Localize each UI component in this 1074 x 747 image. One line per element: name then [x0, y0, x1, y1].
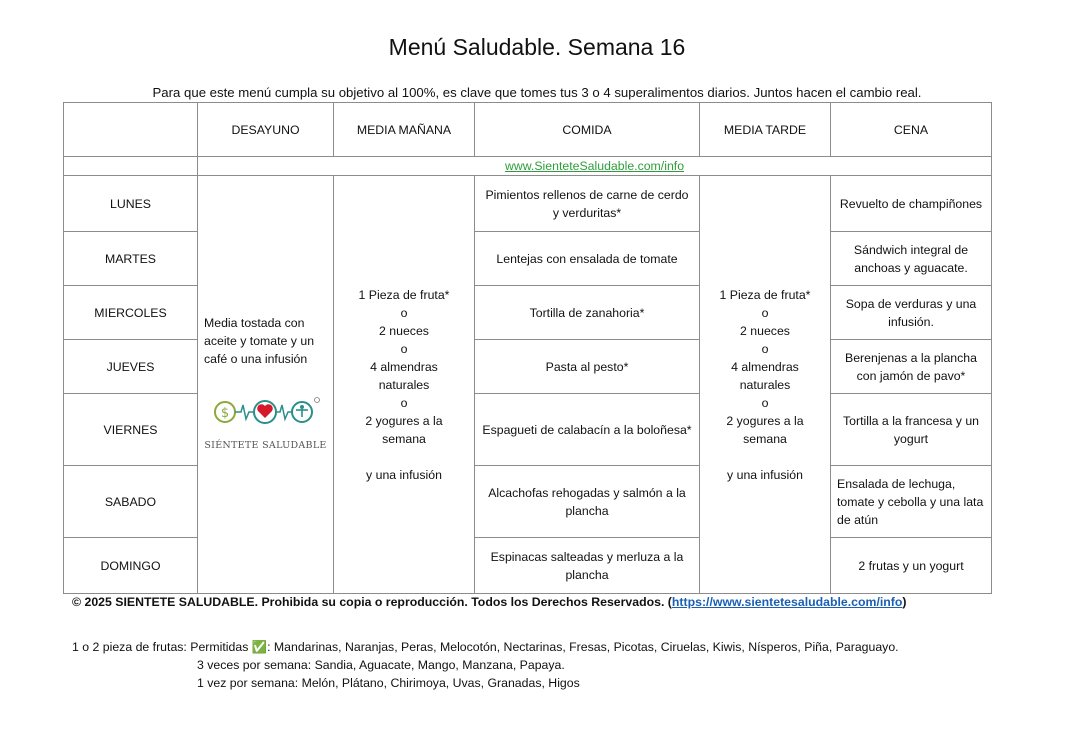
snack-line: semana — [743, 431, 787, 446]
day-label: VIERNES — [64, 394, 198, 466]
cena-cell: Revuelto de champiñones — [831, 176, 992, 232]
comida-cell: Pimientos rellenos de carne de cerdo y verduritas* — [475, 176, 700, 232]
comida-cell: Tortilla de zanahoria* — [475, 286, 700, 340]
website-row — [64, 157, 992, 176]
footer-link[interactable]: https://www.sientetesaludable.com/info — [671, 595, 903, 609]
day-label: LUNES — [64, 176, 198, 232]
cena-cell: Ensalada de lechuga, tomate y cebolla y una lata de atún — [831, 466, 992, 538]
weekly-menu-table — [63, 102, 992, 594]
comida-cell: Lentejas con ensalada de tomate — [475, 232, 700, 286]
svg-text:$: $ — [220, 406, 229, 421]
snack-line: 4 almendras — [731, 359, 799, 374]
snack-line: 2 yogures a la — [365, 413, 443, 428]
logo-graphic-icon — [211, 396, 321, 430]
col-header-comida: COMIDA — [475, 103, 700, 157]
snack-line: naturales — [378, 377, 430, 392]
snack-line: y una infusión — [366, 467, 442, 482]
snack-line: o — [761, 395, 769, 410]
col-header-media-manana: MEDIA MAÑANA — [334, 103, 475, 157]
table-row — [64, 176, 992, 232]
snack-line: o — [400, 341, 408, 356]
day-label: JUEVES — [64, 340, 198, 394]
day-label: SABADO — [64, 466, 198, 538]
fruit-notes — [72, 638, 899, 692]
snack-line: o — [400, 305, 408, 320]
page-title: Menú Saludable. Semana 16 — [388, 34, 686, 60]
col-header-desayuno: DESAYUNO — [198, 103, 334, 157]
media-manana-cell — [334, 176, 475, 594]
snack-line: o — [761, 305, 769, 320]
note-line: 1 vez por semana: Melón, Plátano, Chirimoya, Uvas, Granadas, Higos — [197, 676, 580, 690]
snack-line: 1 Pieza de fruta* — [358, 287, 450, 302]
website-link[interactable]: www.SienteteSaludable.com/info — [504, 159, 685, 173]
cena-cell: Sopa de verduras y una infusión. — [831, 286, 992, 340]
website-cell — [198, 157, 992, 176]
copyright-close: ) — [902, 595, 907, 609]
snack-line: semana — [382, 431, 426, 446]
comida-cell: Espinacas salteadas y merluza a la plancha — [475, 538, 700, 594]
snack-line: o — [761, 341, 769, 356]
day-label: MARTES — [64, 232, 198, 286]
comida-cell: Espagueti de calabacín a la boloñesa* — [475, 394, 700, 466]
col-header-media-tarde: MEDIA TARDE — [700, 103, 831, 157]
snack-line: 1 Pieza de fruta* — [719, 287, 811, 302]
cena-cell: Tortilla a la francesa y un yogurt — [831, 394, 992, 466]
corner-cell — [64, 103, 198, 157]
desayuno-text: Media tostada con aceite y tomate y un café o una infusión — [204, 316, 315, 366]
website-row-spacer — [64, 157, 198, 176]
comida-cell: Alcachofas rehogadas y salmón a la plancha — [475, 466, 700, 538]
cena-cell: Berenjenas a la plancha con jamón de pavo* — [831, 340, 992, 394]
note-line: 3 veces por semana: Sandia, Aguacate, Mango, Manzana, Papaya. — [197, 658, 565, 672]
snack-line: 2 yogures a la — [726, 413, 804, 428]
cena-cell: 2 frutas y un yogurt — [831, 538, 992, 594]
page-subtitle: Para que este menú cumpla su objetivo al 100%, es clave que tomes tus 3 o 4 superalimentos diarios. Juntos hacen el cambio real. — [152, 85, 922, 100]
copyright-text: © 2025 SIENTETE SALUDABLE. Prohibida su copia o reproducción. Todos los Derechos Reservados. ( — [72, 595, 672, 609]
media-tarde-cell — [700, 176, 831, 594]
cena-cell: Sándwich integral de anchoas y aguacate. — [831, 232, 992, 286]
logo-text: SIÉNTETE SALUDABLE — [204, 440, 327, 451]
day-label: DOMINGO — [64, 538, 198, 594]
comida-cell: Pasta al pesto* — [475, 340, 700, 394]
note-line: 1 o 2 pieza de frutas: Permitidas ✅: Mandarinas, Naranjas, Peras, Melocotón, Nectarinas, Fresas, Picotas, Ciruelas, Kiwis, Nísperos, Piña, Paraguayo. — [72, 640, 899, 654]
day-label: MIERCOLES — [64, 286, 198, 340]
snack-line: 2 nueces — [740, 323, 790, 338]
snack-line: 2 nueces — [379, 323, 429, 338]
desayuno-cell — [198, 176, 334, 594]
copyright-footer — [72, 595, 907, 609]
snack-line: naturales — [739, 377, 791, 392]
brand-logo — [204, 396, 327, 455]
snack-line: y una infusión — [727, 467, 803, 482]
header-row — [64, 103, 992, 157]
col-header-cena: CENA — [831, 103, 992, 157]
snack-line: 4 almendras — [370, 359, 438, 374]
snack-line: o — [400, 395, 408, 410]
